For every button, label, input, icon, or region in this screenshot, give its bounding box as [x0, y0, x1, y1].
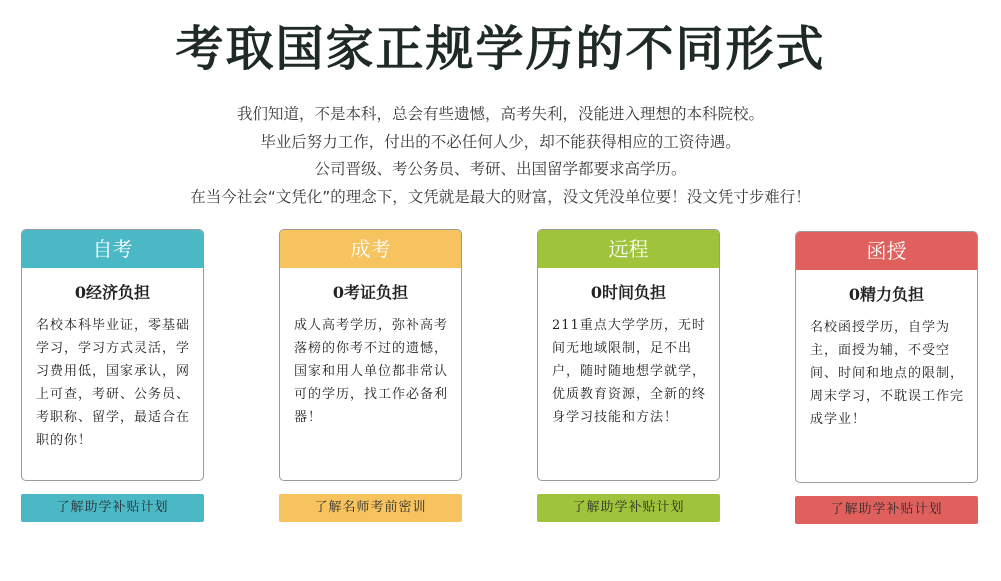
- card-subheading: 0精力负担: [848, 285, 925, 304]
- card-heading: 成考: [280, 230, 461, 268]
- hanshou-subsidy-button[interactable]: 了解助学补贴计划: [795, 496, 978, 524]
- card-heading: 函授: [796, 232, 977, 270]
- card-hanshou: [795, 231, 978, 483]
- card-zikao: [21, 229, 204, 481]
- chengkao-training-button[interactable]: 了解名师考前密训: [279, 494, 462, 522]
- card-description: 名校函授学历，自学为主，面授为辅，不受空间、时间和地点的限制，周末学习，不耽误工作完成学业！: [810, 320, 965, 427]
- card-subheading: 0经济负担: [74, 283, 151, 302]
- card-yuancheng: [537, 229, 720, 481]
- card-description: 211重点大学学历，无时间无地域限制，足不出户，随时随地想学就学，优质教育资源，全新的终身学习技能和方法！: [552, 318, 707, 425]
- intro-line: 在当今社会“文凭化”的理念下，文凭就是最大的财富，没文凭没单位要！没文凭寸步难行！: [190, 187, 811, 206]
- intro-line: 毕业后努力工作，付出的不必任何人少，却不能获得相应的工资待遇。: [260, 132, 741, 151]
- card-subheading: 0考证负担: [332, 283, 409, 302]
- card-heading: 自考: [22, 230, 203, 268]
- card-description: 成人高考学历，弥补高考落榜的你考不过的遗憾，国家和用人单位都非常认可的学历，找工作必备利器！: [294, 318, 449, 425]
- card-chengkao: [279, 229, 462, 481]
- intro-line: 我们知道，不是本科，总会有些遗憾，高考失利，没能进入理想的本科院校。: [236, 105, 764, 123]
- card-subheading: 0时间负担: [590, 283, 667, 302]
- intro-text: [0, 101, 1001, 211]
- intro-line: 公司晋级、考公务员、考研、出国留学都要求高学历。: [314, 160, 687, 178]
- page-title: 考取国家正规学历的不同形式: [175, 21, 826, 77]
- yuancheng-subsidy-button[interactable]: 了解助学补贴计划: [537, 494, 720, 522]
- zikao-subsidy-button[interactable]: 了解助学补贴计划: [21, 494, 204, 522]
- card-heading: 远程: [538, 230, 719, 268]
- card-description: 名校本科毕业证，零基础学习，学习方式灵活，学习费用低，国家承认，网上可查，考研、公务员、考职称、留学，最适合在职的你！: [36, 318, 191, 448]
